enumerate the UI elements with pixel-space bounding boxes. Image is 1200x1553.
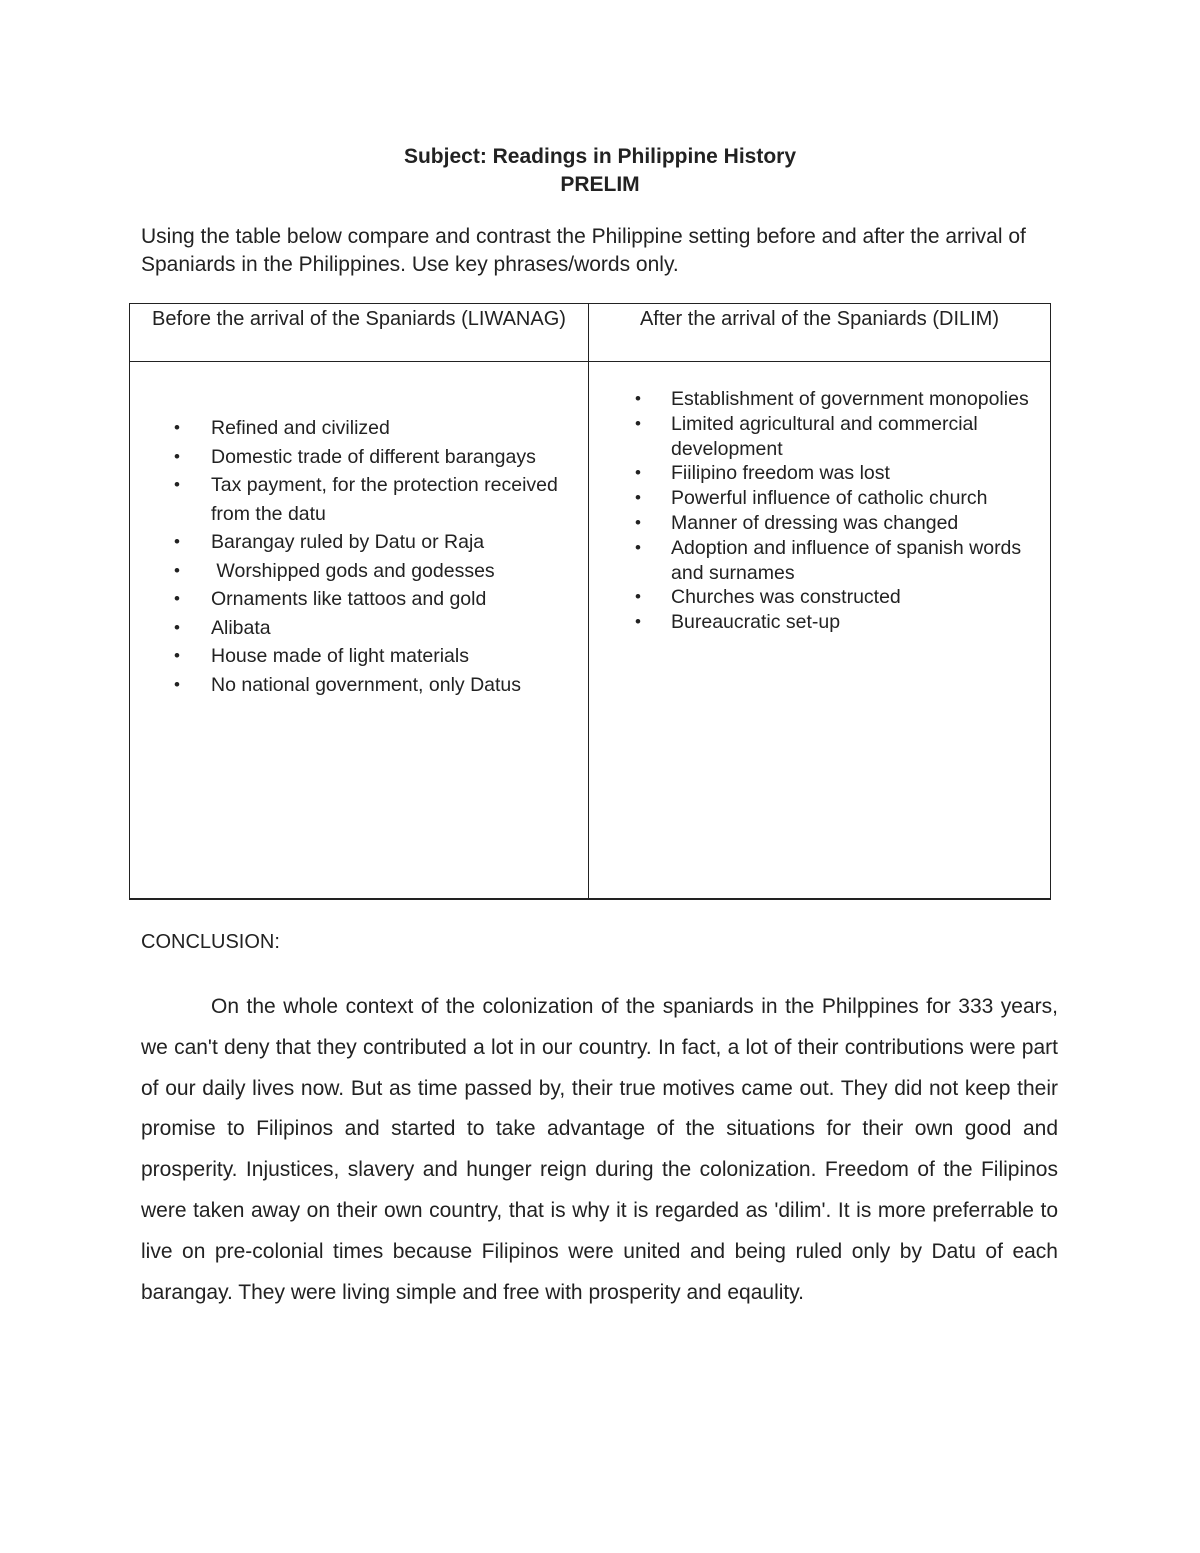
list-item bbox=[589, 461, 1050, 486]
list-item-text: Powerful influence of catholic church bbox=[671, 487, 988, 510]
list-item-text: No national government, only Datus bbox=[211, 673, 522, 696]
list-item bbox=[589, 536, 1050, 586]
list-item-text: Ornaments like tattoos and gold bbox=[211, 588, 487, 610]
comparison-table bbox=[129, 303, 1051, 900]
list-item-text: Bureaucratic set-up bbox=[671, 611, 841, 634]
list-item-text: House made of light materials bbox=[211, 645, 469, 667]
list-item-text: Churches was constructed bbox=[671, 586, 901, 609]
list-item-text: Domestic trade of different barangays bbox=[211, 445, 536, 468]
list-item-text: Barangay ruled by Datu or Raja bbox=[211, 531, 485, 553]
after-spaniards-cell bbox=[589, 362, 1051, 900]
list-item-text: Fiilipino freedom was lost bbox=[671, 462, 890, 485]
instructions-paragraph: Using the table below compare and contrast the Philippine setting before and after the arrival of Spaniards in the Philippines. Use key phrases/words only. bbox=[141, 225, 1026, 276]
bullet-icon: • bbox=[174, 532, 180, 551]
bullet-icon: • bbox=[635, 612, 641, 632]
before-spaniards-list bbox=[130, 362, 588, 699]
bullet-icon: • bbox=[635, 463, 641, 483]
list-item bbox=[130, 585, 588, 614]
bullet-icon: • bbox=[635, 537, 641, 557]
list-item-text: Limited agricultural and commercial development bbox=[671, 412, 978, 460]
header-after-spaniards: After the arrival of the Spaniards (DILIM) bbox=[589, 304, 1051, 362]
list-item bbox=[130, 557, 588, 586]
list-item-text: Alibata bbox=[211, 616, 271, 639]
table-header-row bbox=[130, 304, 1051, 362]
bullet-icon: • bbox=[635, 389, 641, 408]
header-before-spaniards: Before the arrival of the Spaniards (LIWANAG) bbox=[130, 304, 589, 362]
list-item bbox=[589, 412, 1050, 462]
list-item-text: Refined and civilized bbox=[211, 417, 390, 439]
bullet-icon: • bbox=[174, 418, 180, 437]
list-item bbox=[130, 443, 588, 472]
list-item bbox=[130, 414, 588, 443]
after-spaniards-list bbox=[589, 362, 1050, 635]
bullet-icon: • bbox=[635, 413, 641, 433]
list-item bbox=[589, 585, 1050, 610]
list-item bbox=[589, 486, 1050, 511]
table-body-row bbox=[130, 362, 1051, 900]
list-item bbox=[130, 528, 588, 557]
bullet-icon: • bbox=[174, 589, 180, 608]
bullet-icon: • bbox=[174, 617, 180, 637]
list-item-text: Manner of dressing was changed bbox=[671, 511, 959, 534]
bullet-icon: • bbox=[174, 446, 180, 466]
list-item bbox=[130, 471, 588, 528]
list-item bbox=[130, 671, 588, 700]
list-item-text: Adoption and influence of spanish words and surnames bbox=[671, 536, 1022, 584]
term-title: PRELIM bbox=[560, 173, 640, 196]
bullet-icon: • bbox=[635, 512, 641, 532]
before-spaniards-cell bbox=[130, 362, 589, 900]
bullet-icon: • bbox=[174, 475, 180, 494]
list-item-text: Tax payment, for the protection received from the datu bbox=[211, 474, 558, 525]
list-item bbox=[589, 511, 1050, 536]
bullet-icon: • bbox=[635, 488, 641, 508]
list-item bbox=[589, 610, 1050, 635]
list-item-text: Establishment of government monopolies bbox=[671, 388, 1029, 410]
list-item bbox=[130, 614, 588, 643]
list-item bbox=[589, 387, 1050, 412]
bullet-icon: • bbox=[635, 587, 641, 607]
list-item-text: Worshipped gods and godesses bbox=[211, 559, 495, 582]
conclusion-heading: CONCLUSION: bbox=[141, 931, 280, 953]
conclusion-paragraph: On the whole context of the colonization of the spaniards in the Philppines for 333 years, we can't deny that they contributed a lot in our country. In fact, a lot of their contributions were part of our daily lives now. But as time passed by, their true motives came out. They did not keep their promise to Filipinos and started to take advantage of the situations for their own good and prosperity. Injustices, slavery and hunger reign during the colonization. Freedom of the Filipinos were taken away on their own country, that is why it is regarded as 'dilim'. It is more preferrable to live on pre-colonial times because Filipinos were united and being ruled only by Datu of each barangay. They were living simple and free with prosperity and eqaulity. bbox=[141, 995, 1058, 1304]
subject-title: Subject: Readings in Philippine History bbox=[403, 145, 797, 168]
list-item bbox=[130, 642, 588, 671]
bullet-icon: • bbox=[174, 560, 180, 580]
bullet-icon: • bbox=[174, 646, 180, 665]
bullet-icon: • bbox=[174, 674, 180, 694]
